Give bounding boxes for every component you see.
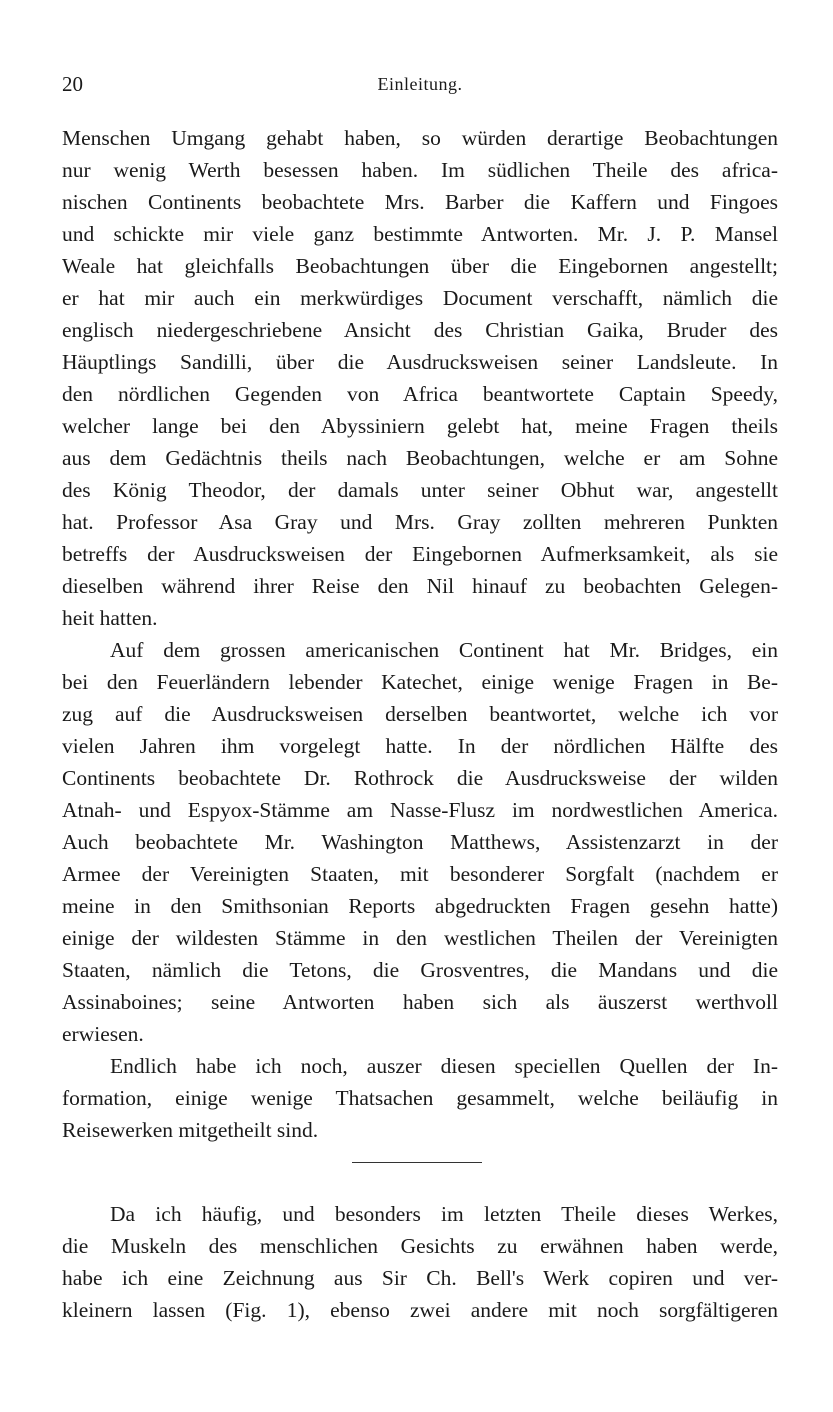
text-line: formation, einige wenige Thatsachen gesammelt, welche beiläufig in — [62, 1086, 778, 1110]
body-text-continued — [62, 1198, 778, 1326]
section-divider — [352, 1162, 482, 1163]
text-line: die Muskeln des menschlichen Gesichts zu erwähnen haben werde, — [62, 1234, 778, 1258]
text-line: Assinaboines; seine Antworten haben sich als äuszerst werthvoll — [62, 990, 778, 1014]
text-line: kleinern lassen (Fig. 1), ebenso zwei andere mit noch sorgfältigeren — [62, 1298, 778, 1322]
text-line: er hat mir auch ein merkwürdiges Document verschafft, nämlich die — [62, 286, 778, 310]
text-line: dieselben während ihrer Reise den Nil hinauf zu beobachten Gelegen- — [62, 574, 778, 598]
page-number: 20 — [62, 72, 83, 96]
text-line: meine in den Smithsonian Reports abgedruckten Fragen gesehn hatte) — [62, 894, 778, 918]
text-line: den nördlichen Gegenden von Africa beantwortete Captain Speedy, — [62, 382, 778, 406]
paragraph — [62, 1198, 778, 1326]
body-text — [62, 122, 778, 1146]
text-line: Staaten, nämlich die Tetons, die Grosventres, die Mandans und die — [62, 958, 778, 982]
text-line: Endlich habe ich noch, auszer diesen speciellen Quellen der In- — [110, 1054, 778, 1078]
text-line: Menschen Umgang gehabt haben, so würden derartige Beobachtungen — [62, 126, 778, 150]
text-line: welcher lange bei den Abyssiniern gelebt hat, meine Fragen theils — [62, 414, 778, 438]
text-line: Reisewerken mitgetheilt sind. — [62, 1118, 319, 1142]
text-line: betreffs der Ausdrucksweisen der Eingebornen Aufmerksamkeit, als sie — [62, 542, 778, 566]
text-line: Auch beobachtete Mr. Washington Matthews, Assistenzarzt in der — [62, 830, 778, 854]
text-line: des König Theodor, der damals unter seiner Obhut war, angestellt — [62, 478, 778, 502]
text-line: Continents beobachtete Dr. Rothrock die Ausdrucksweise der wilden — [62, 766, 778, 790]
text-line: heit hatten. — [62, 606, 158, 630]
page-header — [62, 72, 778, 106]
text-line: bei den Feuerländern lebender Katechet, einige wenige Fragen in Be- — [62, 670, 778, 694]
text-line: nischen Continents beobachtete Mrs. Barber die Kaffern und Fingoes — [62, 190, 778, 214]
text-line: einige der wildesten Stämme in den westlichen Theilen der Vereinigten — [62, 926, 778, 950]
text-line: vielen Jahren ihm vorgelegt hatte. In der nördlichen Hälfte des — [62, 734, 778, 758]
text-line: und schickte mir viele ganz bestimmte Antworten. Mr. J. P. Mansel — [62, 222, 778, 246]
text-line: erwiesen. — [62, 1022, 144, 1046]
paragraph — [62, 122, 778, 634]
text-line: aus dem Gedächtnis theils nach Beobachtungen, welche er am Sohne — [62, 446, 778, 470]
text-line: englisch niedergeschriebene Ansicht des Christian Gaika, Bruder des — [62, 318, 778, 342]
text-line: Armee der Vereinigten Staaten, mit besonderer Sorgfalt (nachdem er — [62, 862, 778, 886]
text-line: Häuptlings Sandilli, über die Ausdrucksweisen seiner Landsleute. In — [62, 350, 778, 374]
text-line: Weale hat gleichfalls Beobachtungen über die Eingebornen angestellt; — [62, 254, 778, 278]
text-line: Auf dem grossen americanischen Continent hat Mr. Bridges, ein — [110, 638, 778, 662]
paragraph — [62, 1050, 778, 1146]
text-line: hat. Professor Asa Gray und Mrs. Gray zollten mehreren Punkten — [62, 510, 778, 534]
text-line: nur wenig Werth besessen haben. Im südlichen Theile des africa- — [62, 158, 778, 182]
running-title: Einleitung. — [377, 74, 463, 94]
paragraph — [62, 634, 778, 1050]
text-line: habe ich eine Zeichnung aus Sir Ch. Bell's Werk copiren und ver- — [62, 1266, 778, 1290]
text-line: Da ich häufig, und besonders im letzten Theile dieses Werkes, — [110, 1202, 778, 1226]
text-line: zug auf die Ausdrucksweisen derselben beantwortet, welche ich vor — [62, 702, 778, 726]
text-line: Atnah- und Espyox-Stämme am Nasse-Flusz im nordwestlichen America. — [62, 798, 778, 822]
